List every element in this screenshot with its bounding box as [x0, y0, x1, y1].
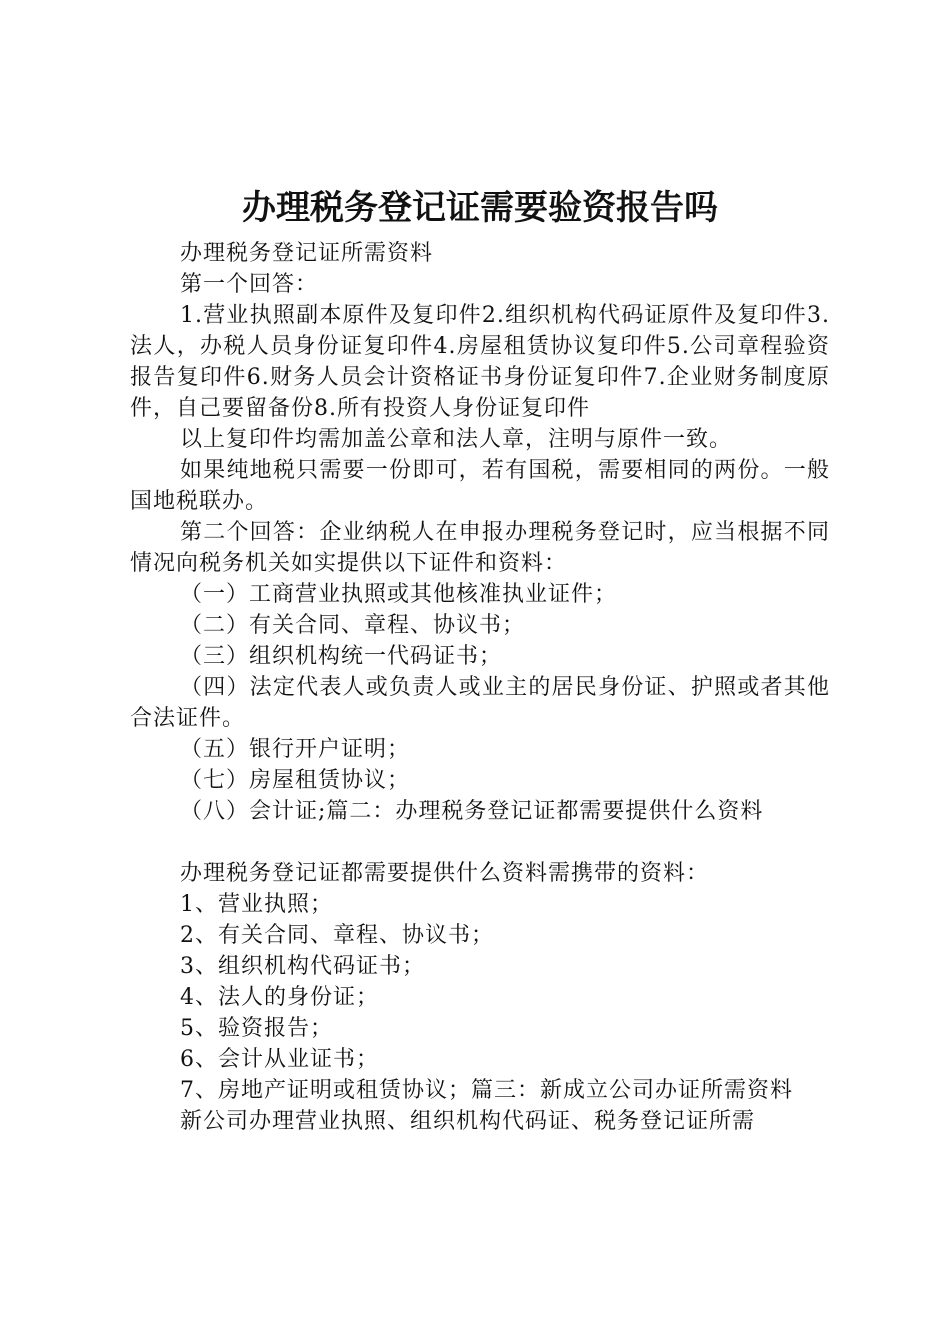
paragraph-stamp-note: 以上复印件均需加盖公章和法人章，注明与原件一致。 — [180, 427, 733, 452]
list-item: （二）有关合同、章程、协议书； — [180, 613, 526, 638]
list-item: 4、法人的身份证； — [180, 985, 379, 1010]
document-title: 办理税务登记证需要验资报告吗 — [242, 188, 718, 228]
list-item: （三）组织机构统一代码证书； — [180, 644, 503, 669]
list-item: 1、营业执照； — [180, 892, 333, 917]
list-item: （五）银行开户证明； — [180, 737, 411, 762]
paragraph-answer-two: 第二个回答：企业纳税人在申报办理税务登记时，应当根据不同情况向税务机关如实提供以下证件和资料： — [130, 520, 830, 576]
paragraph-section-two-intro: 办理税务登记证都需要提供什么资料需携带的资料： — [180, 861, 710, 886]
paragraph-answer-one-list: 1.营业执照副本原件及复印件2.组织机构代码证原件及复印件3.法人，办税人员身份证复印件4.房屋租赁协议复印件5.公司章程验资报告复印件6.财务人员会计资格证书身份证复印件7.企业财务制度原件，自己要留备份8.所有投资人身份证复印件 — [130, 303, 830, 421]
paragraph-section-three-start: 新公司办理营业执照、组织机构代码证、税务登记证所需 — [180, 1109, 756, 1134]
list-item: （一）工商营业执照或其他核准执业证件； — [180, 582, 618, 607]
paragraph-spacer — [130, 827, 830, 858]
list-item: （八）会计证;篇二：办理税务登记证都需要提供什么资料 — [180, 799, 764, 824]
list-item: （七）房屋租赁协议； — [180, 768, 411, 793]
list-item: （四）法定代表人或负责人或业主的居民身份证、护照或者其他合法证件。 — [130, 675, 830, 731]
list-item: 2、有关合同、章程、协议书； — [180, 923, 494, 948]
list-item: 7、房地产证明或租赁协议；篇三：新成立公司办证所需资料 — [180, 1078, 793, 1103]
list-item: 3、组织机构代码证书； — [180, 954, 425, 979]
list-item: 6、会计从业证书； — [180, 1047, 379, 1072]
paragraph-answer-one-label: 第一个回答： — [180, 272, 319, 297]
paragraph-copies-note: 如果纯地税只需要一份即可，若有国税，需要相同的两份。一般国地税联办。 — [130, 458, 830, 514]
list-item: 5、验资报告； — [180, 1016, 333, 1041]
document-page — [130, 178, 830, 1137]
paragraph-heading: 办理税务登记证所需资料 — [180, 241, 434, 266]
